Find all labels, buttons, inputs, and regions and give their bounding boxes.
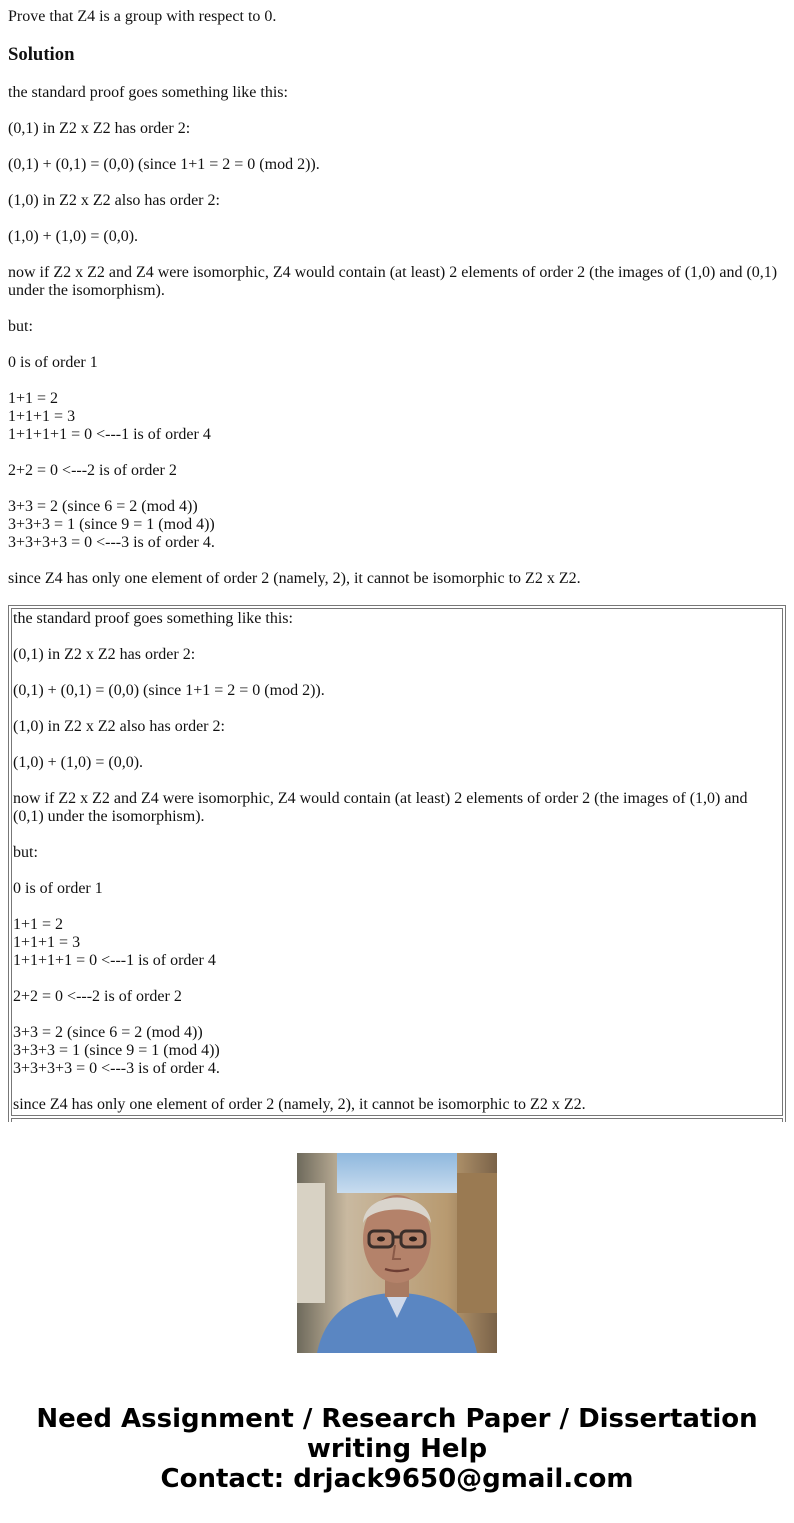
- table-row: [11, 608, 783, 1116]
- document-body: [8, 8, 786, 606]
- proof-paragraph: 3+3 = 2 (since 6 = 2 (mod 4)) 3+3+3 = 1 (since 9 = 1 (mod 4)) 3+3+3+3 = 0 <---3 is of order 4.: [13, 1024, 220, 1077]
- proof-paragraph: since Z4 has only one element of order 2 (namely, 2), it cannot be isomorphic to Z2 x Z2.: [8, 570, 581, 587]
- author-avatar: [297, 1153, 497, 1353]
- solution-table: [8, 605, 786, 1122]
- solution-heading: Solution: [8, 44, 75, 65]
- promo-footer: [0, 1122, 794, 1523]
- proof-paragraph: now if Z2 x Z2 and Z4 were isomorphic, Z4 would contain (at least) 2 elements of order 2 (the images of (1,0) and (0,1) under the isomorphism).: [13, 790, 748, 825]
- proof-paragraph: (0,1) in Z2 x Z2 has order 2:: [8, 120, 191, 137]
- proof-paragraph: (0,1) in Z2 x Z2 has order 2:: [13, 646, 196, 663]
- proof-paragraph: 0 is of order 1: [13, 880, 103, 897]
- proof-paragraph: the standard proof goes something like this:: [13, 610, 293, 627]
- question-text: Prove that Z4 is a group with respect to 0.: [8, 8, 277, 25]
- proof-paragraph: 1+1 = 2 1+1+1 = 3 1+1+1+1 = 0 <---1 is of order 4: [13, 916, 216, 969]
- proof-paragraph: (1,0) + (1,0) = (0,0).: [13, 754, 144, 771]
- proof-paragraph: (0,1) + (0,1) = (0,0) (since 1+1 = 2 = 0 (mod 2)).: [13, 682, 325, 699]
- proof-paragraph: (1,0) in Z2 x Z2 also has order 2:: [8, 192, 220, 209]
- author-photo-image: [297, 1153, 497, 1353]
- proof-paragraph: (0,1) + (0,1) = (0,0) (since 1+1 = 2 = 0 (mod 2)).: [8, 156, 320, 173]
- proof-paragraph: (1,0) in Z2 x Z2 also has order 2:: [13, 718, 225, 735]
- proof-paragraph: 2+2 = 0 <---2 is of order 2: [8, 462, 177, 479]
- proof-paragraph: but:: [13, 844, 38, 861]
- promo-text: [0, 1404, 794, 1494]
- promo-line: writing Help: [306, 1434, 488, 1464]
- solution-table-grid: [8, 605, 786, 1155]
- proof-paragraph: 0 is of order 1: [8, 354, 98, 371]
- proof-paragraph: since Z4 has only one element of order 2 (namely, 2), it cannot be isomorphic to Z2 x Z2.: [13, 1096, 586, 1113]
- proof-paragraph: the standard proof goes something like this:: [8, 84, 288, 101]
- proof-paragraph: now if Z2 x Z2 and Z4 were isomorphic, Z4 would contain (at least) 2 elements of order 2 (the images of (1,0) and (0,1) under the isomorphism).: [8, 264, 778, 299]
- proof-paragraph: 3+3 = 2 (since 6 = 2 (mod 4)) 3+3+3 = 1 (since 9 = 1 (mod 4)) 3+3+3+3 = 0 <---3 is of order 4.: [8, 498, 215, 551]
- proof-paragraph: (1,0) + (1,0) = (0,0).: [8, 228, 139, 245]
- promo-contact: Contact: drjack9650@gmail.com: [160, 1464, 634, 1494]
- proof-paragraph: 2+2 = 0 <---2 is of order 2: [13, 988, 182, 1005]
- table-cell: [11, 608, 783, 1116]
- proof-paragraph: 1+1 = 2 1+1+1 = 3 1+1+1+1 = 0 <---1 is of order 4: [8, 390, 211, 443]
- promo-line: Need Assignment / Research Paper / Dissertation: [36, 1404, 758, 1434]
- proof-paragraph: but:: [8, 318, 33, 335]
